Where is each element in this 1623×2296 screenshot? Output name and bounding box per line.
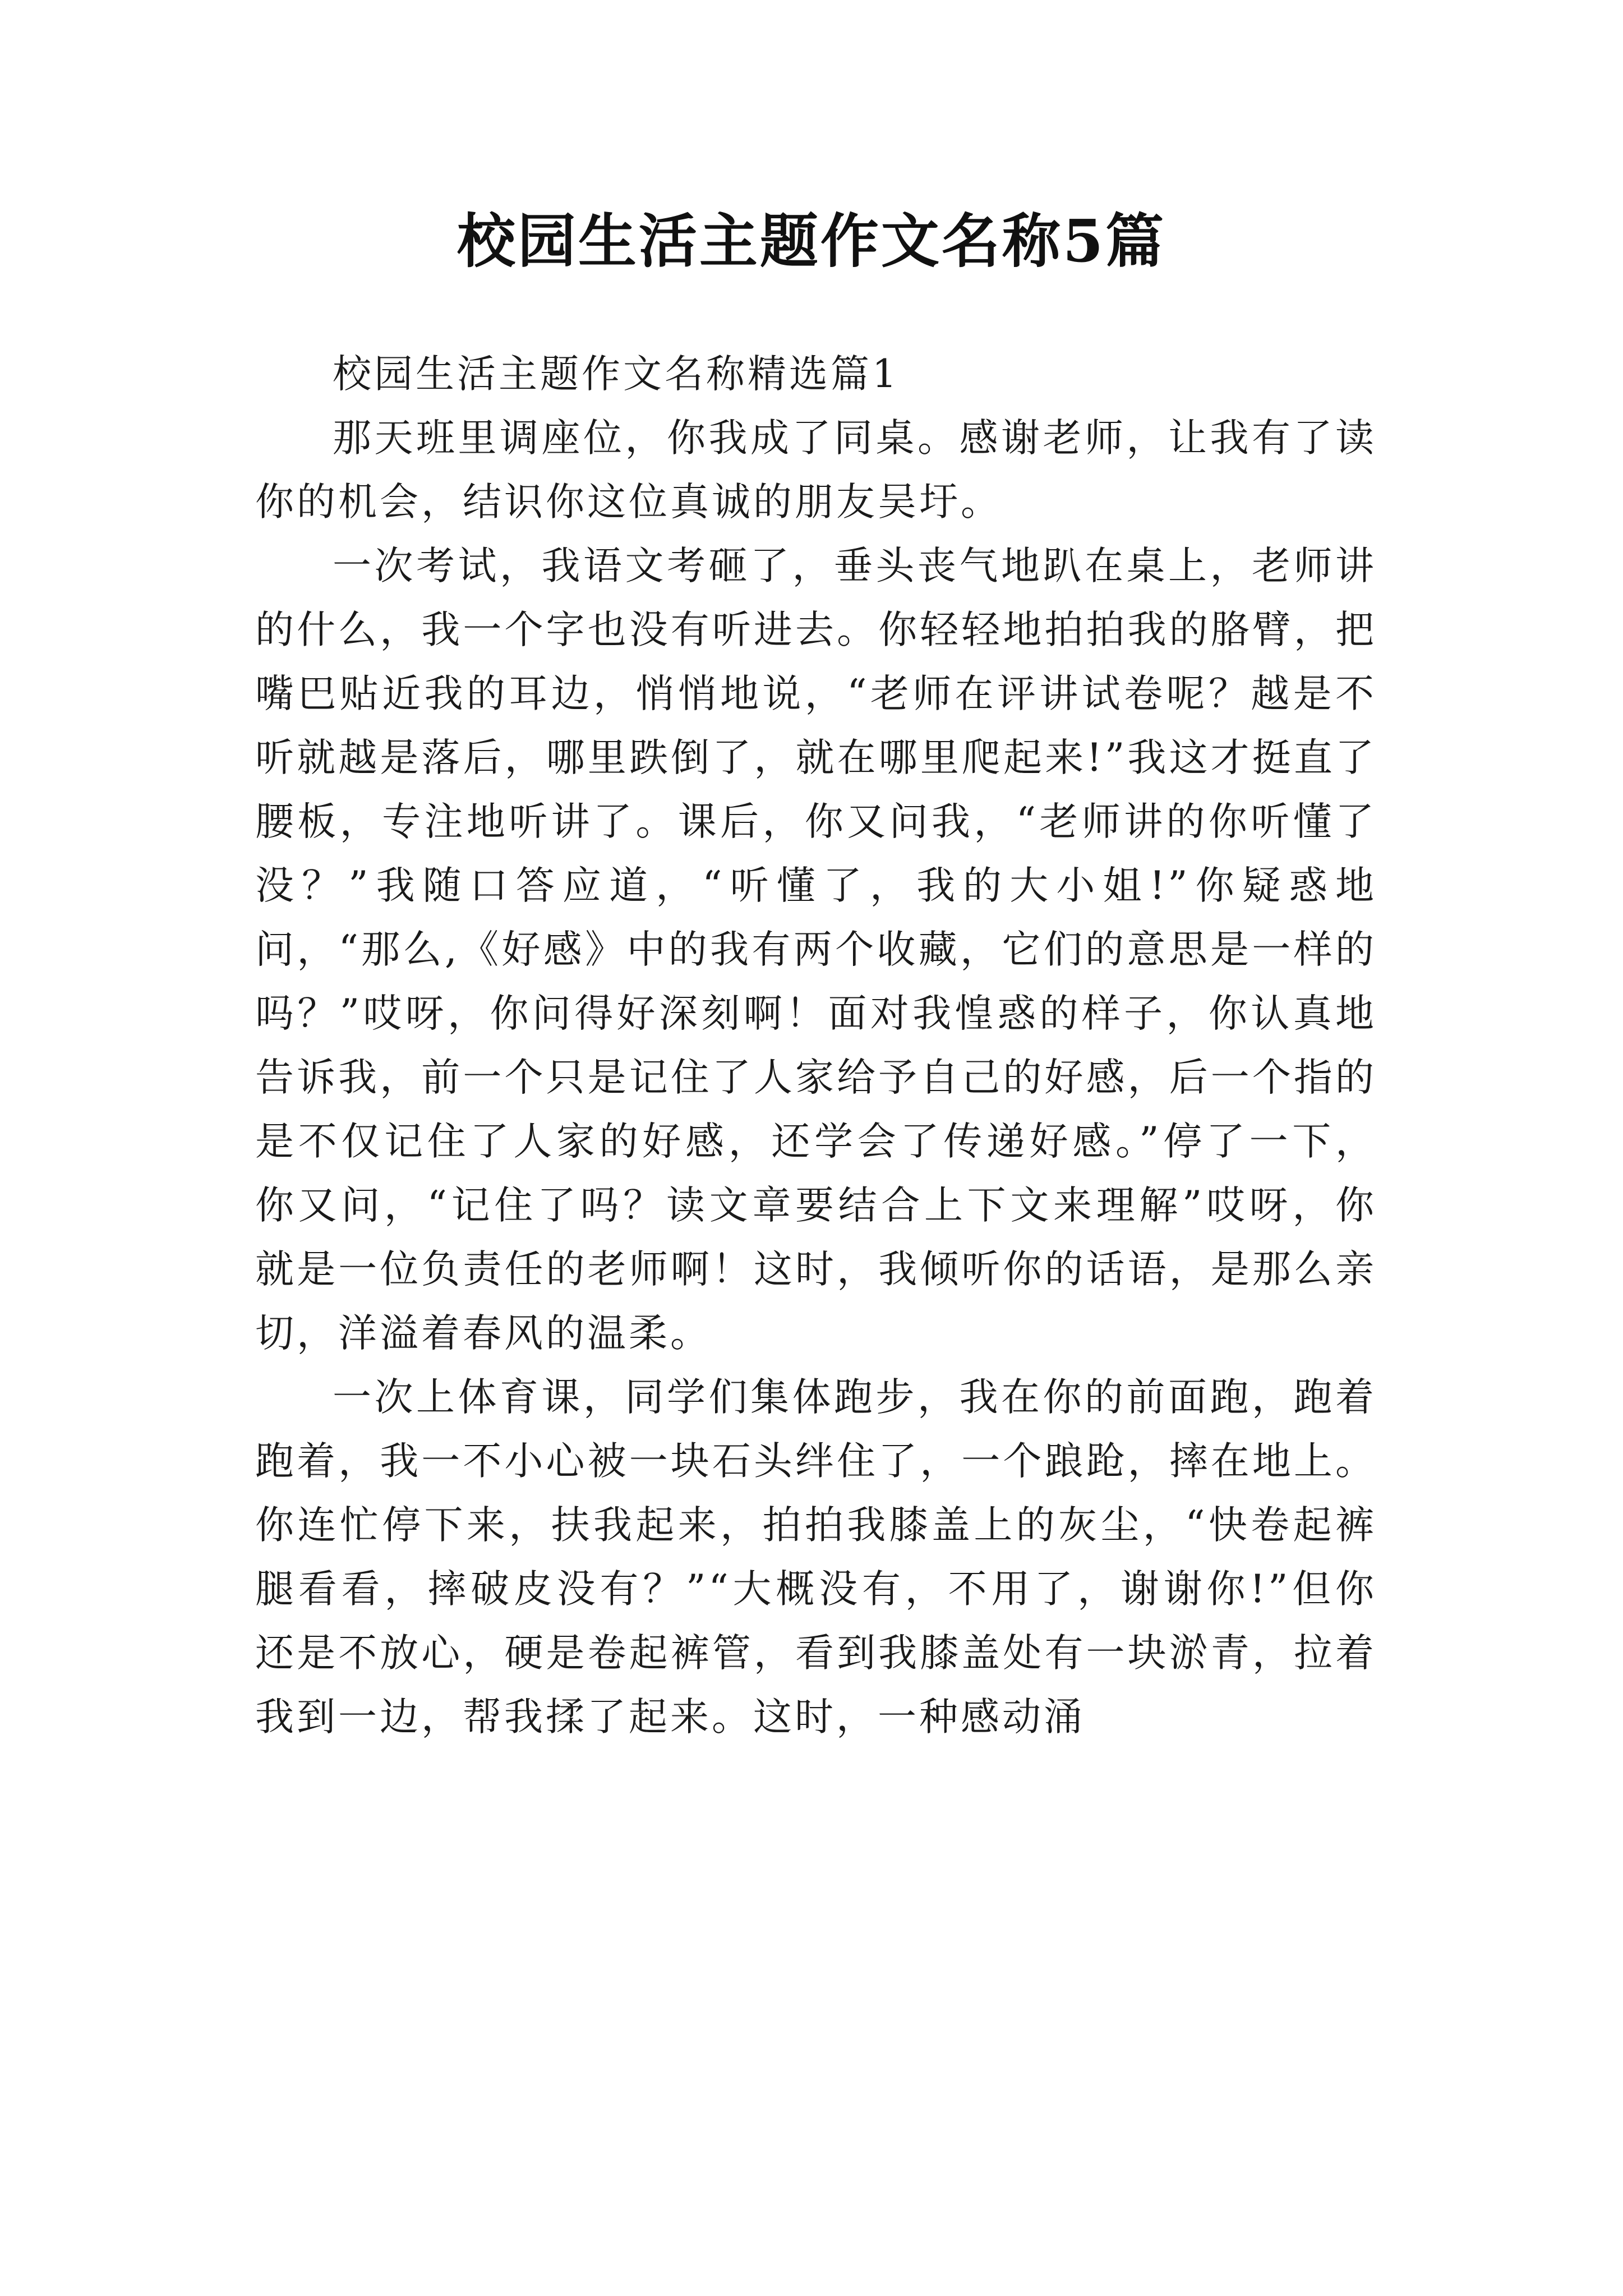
document-title: 校园生活主题作文名称5篇	[457, 206, 1166, 275]
paragraph-3: 一次上体育课，同学们集体跑步，我在你的前面跑，跑着跑着，我一不小心被一块石头绊住了，一个踉跄，摔在地上。你连忙停下来，扶我起来，拍拍我膝盖上的灰尘，“快卷起裤腿看看，摔破皮没有？”“大概没有，不用了，谢谢你!”但你还是不放心，硬是卷起裤管，看到我膝盖处有一块淤青，拉着我到一边，帮我揉了起来。这时，一种感动涌	[255, 1375, 1377, 1740]
section-heading: 校园生活主题作文名称精选篇1	[333, 352, 900, 397]
paragraph-1: 那天班里调座位，你我成了同桌。感谢老师，让我有了读你的机会，结识你这位真诚的朋友吴圩。	[255, 416, 1377, 524]
paragraph-2: 一次考试，我语文考砸了，垂头丧气地趴在桌上，老师讲的什么，我一个字也没有听进去。你轻轻地拍拍我的胳臂，把嘴巴贴近我的耳边，悄悄地说，“老师在评讲试卷呢？越是不听就越是落后，哪里跌倒了，就在哪里爬起来!”我这才挺直了腰板，专注地听讲了。课后，你又问我，“老师讲的你听懂了没？”我随口答应道，“听懂了，我的大小姐!”你疑惑地问，“那么,《好感》中的我有两个收藏，它们的意思是一样的吗？”哎呀，你问得好深刻啊！面对我惶惑的样子，你认真地告诉我，前一个只是记住了人家给予自己的好感，后一个指的是不仅记住了人家的好感，还学会了传递好感。”停了一下，你又问，“记住了吗？读文章要结合上下文来理解”哎呀，你就是一位负责任的老师啊！这时，我倾听你的话语，是那么亲切，洋溢着春风的温柔。	[255, 544, 1377, 1356]
document-body	[255, 342, 1377, 1749]
